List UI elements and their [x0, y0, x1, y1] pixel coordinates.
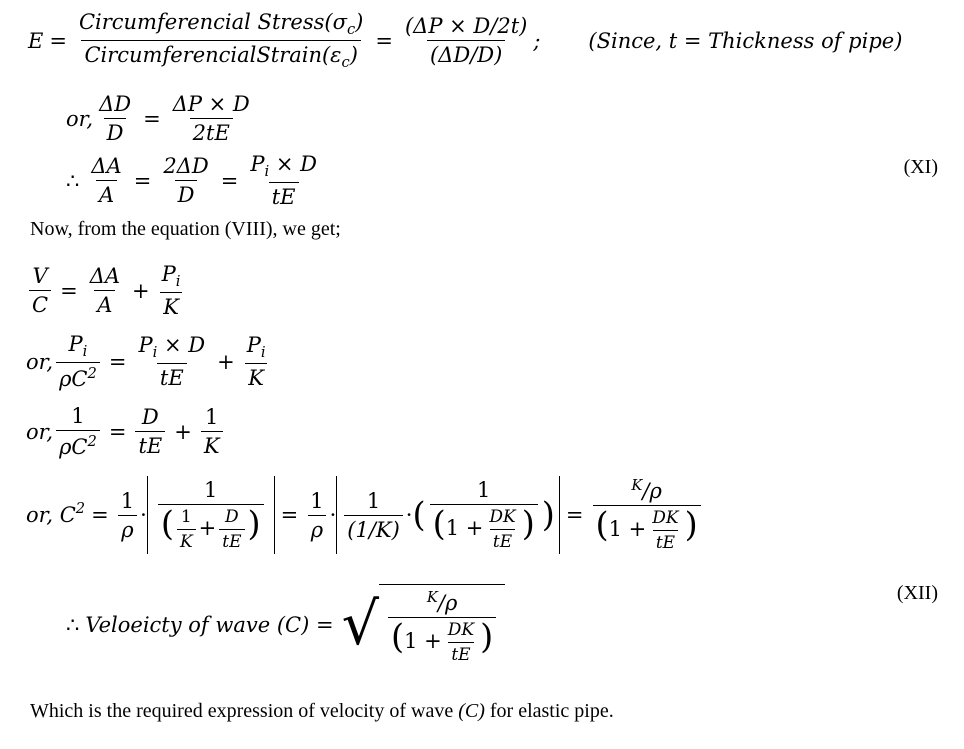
fraction: [158, 478, 264, 552]
therefore-symbol: ∴: [66, 168, 80, 193]
equals: =: [133, 168, 152, 193]
numerator-stress: Circumferencial Stress(σ: [78, 10, 347, 34]
fraction: [88, 154, 124, 207]
denominator: A: [94, 290, 115, 317]
square-root: [342, 584, 506, 665]
equation-tag-xii: (XII): [896, 582, 938, 604]
denominator: C: [29, 290, 51, 317]
fraction: [649, 508, 681, 553]
radical-sign: √: [341, 589, 380, 659]
equation-pi-over-rhoc2: [26, 332, 272, 391]
fraction: [445, 620, 477, 665]
equals: =: [220, 168, 239, 193]
prose-conclusion: [30, 700, 614, 723]
denominator: D: [175, 180, 198, 207]
equals: =: [91, 503, 109, 527]
denominator-strain: CircumferencialStrain(ε: [84, 43, 342, 68]
denominator-k-plus-d-te: ( $\frac{1}{K}$ + $\frac{D}{tE}$ ): [158, 504, 264, 552]
fraction-stress-strain: [76, 10, 366, 71]
superscript: 2: [87, 365, 97, 383]
denominator: tE: [269, 182, 299, 209]
numerator: 1: [204, 478, 218, 502]
fraction: [56, 332, 100, 391]
equation-one-over-rhoc2: [26, 404, 226, 459]
numerator: V: [32, 264, 48, 289]
superscript: 2: [75, 499, 86, 517]
fraction: [96, 92, 134, 145]
slash-rho: /ρ: [437, 591, 458, 615]
fraction: [247, 152, 320, 209]
fraction: [29, 264, 51, 317]
one-plus: 1 +: [404, 629, 442, 653]
symbol-K: K: [631, 477, 643, 494]
numerator: 1: [310, 488, 324, 513]
fraction-one-over-rho: [307, 489, 326, 542]
numerator: 1: [120, 488, 135, 513]
equals: =: [108, 349, 127, 374]
subscript: i: [260, 344, 266, 362]
one-plus: 1 +: [445, 516, 484, 540]
symbol: × D: [269, 152, 317, 176]
fraction: [160, 154, 211, 207]
prose-now: Now, from the equation (VIII), we get;: [30, 218, 341, 240]
denominator: tE: [653, 530, 678, 553]
equation-v-over-c: [26, 262, 186, 319]
denominator: tE: [490, 529, 515, 552]
fraction-result: $^K$/ρ (1 + $\frac{DK}{tE}$ ): [593, 477, 701, 553]
denominator: ρ: [118, 515, 136, 542]
thickness-note: (Since, t = Thickness of pipe): [588, 28, 903, 53]
denominator: (1/K): [344, 515, 403, 542]
numerator: D: [225, 507, 239, 527]
symbol: P: [138, 333, 153, 357]
paren: ): [355, 10, 364, 34]
denominator: tE: [157, 363, 187, 390]
fraction: [170, 92, 253, 145]
denominator: K: [201, 431, 223, 458]
plus: +: [132, 278, 150, 303]
denominator: tE: [135, 431, 165, 458]
numerator: 1: [71, 404, 85, 428]
numerator: DK: [447, 620, 475, 640]
equals: =: [375, 28, 393, 53]
subscript: i: [264, 163, 270, 181]
equation-tag-xi: (XI): [903, 156, 938, 178]
or-label: or,: [26, 349, 54, 374]
fraction: [87, 264, 123, 317]
numerator: ΔA: [89, 264, 121, 289]
prose-text: for elastic pipe.: [484, 700, 614, 722]
equals: =: [565, 503, 584, 527]
numerator: DK: [489, 507, 516, 527]
symbol-E: E: [28, 28, 44, 53]
denominator: K: [245, 363, 267, 390]
fraction: [135, 405, 165, 458]
symbol: ρC: [59, 367, 88, 392]
fraction: [159, 262, 184, 319]
fraction: [56, 404, 100, 459]
denominator: tE: [448, 642, 473, 665]
subscript: i: [175, 273, 181, 291]
fraction: [177, 507, 196, 552]
bracket-group-2: $\frac{1}{(1/K)}$ · ( 1 (1 + $\frac{DK}{tE}$ ) ): [336, 476, 560, 554]
symbol: P: [161, 262, 176, 286]
symbol: P: [250, 152, 265, 176]
numerator: 1: [205, 405, 219, 429]
equation-wave-velocity: [66, 584, 505, 665]
superscript: 2: [87, 433, 97, 450]
symbol: ρC: [59, 435, 88, 459]
or-label: or, C: [26, 503, 76, 527]
denominator: (ΔD/D): [427, 40, 505, 67]
numerator: 1: [366, 488, 381, 513]
semicolon: ;: [533, 28, 541, 53]
numerator: DK: [652, 508, 679, 528]
numerator: 2ΔD: [163, 154, 209, 179]
slash-rho: /ρ: [642, 479, 662, 503]
equals: =: [108, 419, 127, 444]
symbol: × D: [157, 333, 206, 357]
denominator: A: [96, 180, 117, 207]
subscript: c: [346, 21, 356, 39]
denominator: D: [104, 118, 127, 145]
velocity-label: Veloeicty of wave (C) =: [85, 612, 334, 637]
prose-symbol: (C): [458, 700, 485, 722]
radicand: [379, 584, 505, 665]
fraction-dp-dd: [402, 14, 530, 67]
numerator: D: [141, 405, 159, 429]
equals: =: [60, 278, 78, 303]
denominator: ρ: [308, 515, 326, 542]
equals: =: [280, 503, 299, 527]
one-plus: 1 +: [608, 517, 647, 541]
prose-text: Which is the required expression of velocity of wave: [30, 700, 459, 722]
fraction: [201, 405, 223, 458]
fraction: 1 (1 + $\frac{DK}{tE}$ ): [430, 478, 538, 552]
numerator: 1: [180, 507, 192, 527]
denominator: K: [160, 292, 182, 319]
fraction: $^K$/ρ (1 + $\frac{DK}{tE}$ ): [388, 589, 496, 665]
symbol-K: K: [426, 589, 438, 606]
bracket-group-1: [147, 476, 275, 554]
equation-modulus: [28, 10, 902, 71]
therefore-symbol: ∴: [66, 612, 80, 637]
fraction: [244, 333, 269, 390]
equals: =: [143, 106, 161, 131]
fraction-one-over-rho: [118, 489, 137, 542]
fraction: [135, 333, 208, 390]
equation-c-squared: or, C $^2$ = $\frac{1}{\rho}$ · 1 ( $\frac{1}{K}$ + $\frac{D}{tE}$ ) = $\frac{1}{\rho}$ · $\frac{1}{(1/K)}$ · ( 1 (1 + $\frac{DK}{tE}$ ) ) = $^K$/ρ (1 + $\frac{DK}{tE}$ ): [26, 476, 704, 554]
subscript: c: [341, 54, 350, 72]
subscript: i: [152, 344, 158, 362]
fraction: [486, 507, 518, 552]
subscript: i: [82, 343, 88, 361]
or-label: or,: [26, 419, 54, 444]
symbol: P: [68, 332, 83, 356]
numerator: ΔP × D: [172, 92, 250, 116]
denominator: 2tE: [190, 118, 233, 145]
fraction: [344, 489, 403, 542]
denominator: tE: [219, 529, 244, 552]
paren: ): [349, 43, 358, 68]
fraction: [219, 507, 244, 552]
equals: =: [49, 28, 67, 53]
equation-da-over-a: [66, 152, 323, 209]
numerator: ΔA: [91, 154, 122, 179]
or-label: or,: [66, 106, 94, 131]
numerator: 1: [477, 478, 491, 502]
denominator: K: [177, 529, 196, 552]
symbol: P: [246, 333, 261, 357]
equation-dd-over-d: [66, 92, 256, 145]
numerator: ΔD: [99, 92, 132, 116]
numerator: (ΔP × D/2t): [404, 14, 528, 39]
plus: +: [217, 349, 235, 374]
plus: +: [174, 419, 192, 444]
